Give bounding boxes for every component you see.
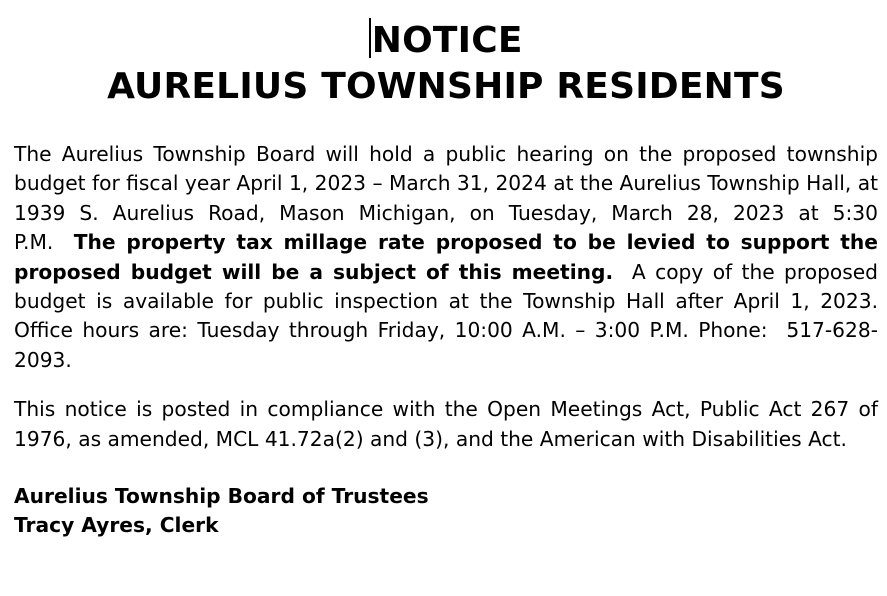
hearing-intro-text: The Aurelius Township Board will hold a public hearing on the proposed township budget for fiscal year April 1, 2023 – March 31, 2024 at the Aurelius Township Hall, at 1939 S. Aurelius Road, Mason Michigan, on Tuesday, March 28, 2023 at 5:30 P.M. [14, 142, 878, 255]
notice-title-line [14, 18, 878, 64]
millage-statement: The property tax millage rate proposed to be levied to support the proposed budget will be a subject of this meeting. [14, 230, 878, 284]
notice-title: NOTICE [371, 20, 523, 61]
notice-document [14, 18, 878, 541]
title-block [14, 18, 878, 110]
signature-block [14, 482, 878, 541]
hearing-paragraph [14, 140, 878, 375]
signature-name: Tracy Ayres, Clerk [14, 513, 219, 538]
compliance-paragraph: This notice is posted in compliance with the Open Meetings Act, Public Act 267 of 1976, as amended, MCL 41.72a(2) and (3), and the American with Disabilities Act. [14, 397, 878, 451]
signature-organization: Aurelius Township Board of Trustees [14, 484, 429, 509]
notice-subtitle: AURELIUS TOWNSHIP RESIDENTS [107, 66, 785, 107]
budget-availability-text: A copy of the proposed budget is available for public inspection at the Township Hall after April 1, 2023. Office hours are: Tuesday through Friday, 10:00 A.M. – 3:00 P.M. Phone: 517-628-2093. [14, 259, 878, 372]
text-cursor [369, 18, 371, 58]
